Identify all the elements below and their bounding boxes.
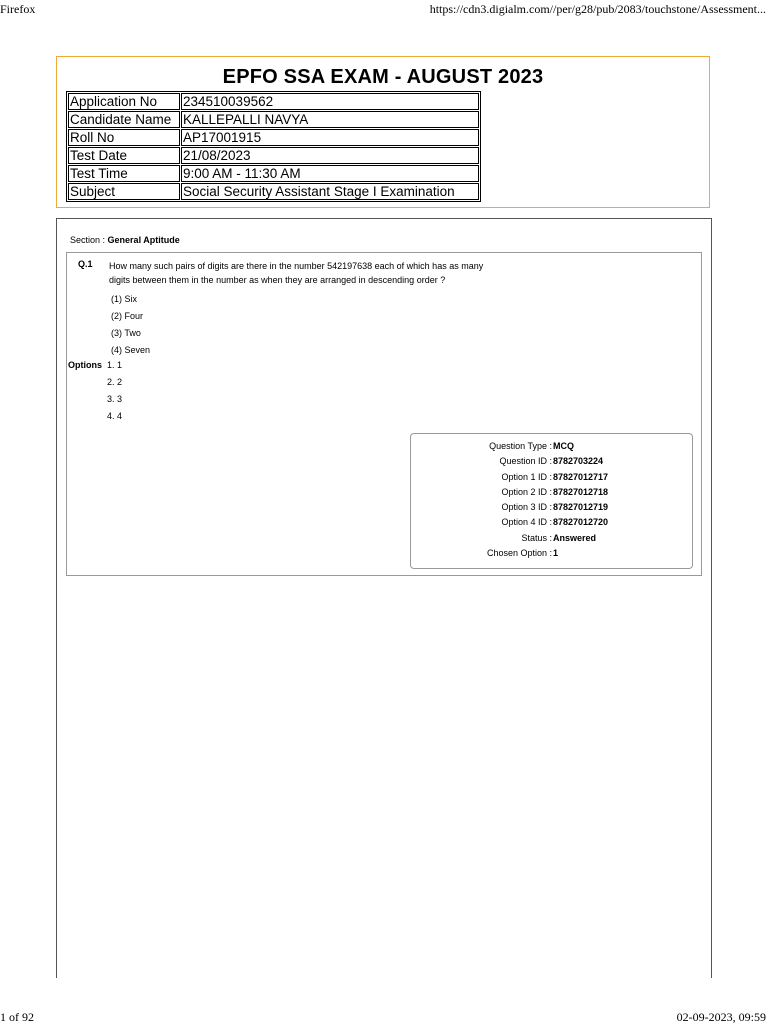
subject-value: Social Security Assistant Stage I Examination — [181, 183, 479, 200]
question-text-line: How many such pairs of digits are there in the number 542197638 each of which has as many — [109, 261, 484, 271]
application-no-label: Application No — [68, 93, 180, 110]
table-row — [68, 111, 479, 128]
choice-2: (2) Four — [111, 311, 144, 321]
table-row — [68, 183, 479, 200]
roll-no-value: AP17001915 — [181, 129, 479, 146]
table-row — [68, 165, 479, 182]
browser-name: Firefox — [0, 2, 36, 16]
test-date-label: Test Date — [68, 147, 180, 164]
info-value: 87827012719 — [553, 502, 609, 512]
option-1: 1. 1 — [107, 360, 123, 370]
info-label: Option 2 ID : — [501, 487, 552, 497]
option-4: 4. 4 — [107, 411, 123, 421]
subject-label: Subject — [68, 183, 180, 200]
section-name: General Aptitude — [107, 235, 180, 245]
info-value: MCQ — [553, 441, 574, 451]
question-text-line: digits between them in the number as when they are arranged in descending order ? — [109, 275, 446, 285]
option-3: 3. 3 — [107, 394, 123, 404]
info-label: Question ID : — [499, 456, 552, 466]
option-2: 2. 2 — [107, 377, 123, 387]
exam-header-box — [56, 56, 710, 208]
info-row-option-3-id — [410, 502, 693, 514]
info-label: Question Type : — [489, 441, 552, 451]
choice-4: (4) Seven — [111, 345, 151, 355]
test-time-label: Test Time — [68, 165, 180, 182]
table-row — [68, 93, 479, 110]
question-text — [109, 259, 529, 287]
section-label: Section : — [70, 235, 106, 245]
info-row-option-2-id — [410, 487, 693, 499]
roll-no-label: Roll No — [68, 129, 180, 146]
info-label: Chosen Option : — [486, 548, 552, 558]
options-label: Options — [68, 360, 102, 370]
content-left-divider — [56, 218, 57, 978]
table-row — [68, 147, 479, 164]
info-label: Option 1 ID : — [501, 472, 552, 482]
choice-1: (1) Six — [111, 294, 138, 304]
content-right-divider — [711, 218, 712, 978]
test-time-value: 9:00 AM - 11:30 AM — [181, 165, 479, 182]
info-row-status — [410, 533, 693, 545]
info-label: Option 3 ID : — [501, 502, 552, 512]
content-top-divider — [56, 218, 712, 219]
info-label: Status : — [521, 533, 552, 543]
info-row-question-type — [410, 441, 693, 453]
candidate-name-label: Candidate Name — [68, 111, 180, 128]
application-no-value: 234510039562 — [181, 93, 479, 110]
test-date-value: 21/08/2023 — [181, 147, 479, 164]
info-row-option-4-id — [410, 517, 693, 529]
page-counter: 1 of 92 — [0, 1010, 34, 1024]
info-row-chosen-option — [410, 548, 693, 560]
candidate-details-table — [66, 91, 481, 202]
info-value: Answered — [553, 533, 597, 543]
info-row-question-id — [410, 456, 693, 468]
info-value: 87827012718 — [553, 487, 609, 497]
exam-title: EPFO SSA EXAM - AUGUST 2023 — [222, 66, 544, 88]
info-value: 8782703224 — [553, 456, 604, 466]
info-label: Option 4 ID : — [501, 517, 552, 527]
candidate-name-value: KALLEPALLI NAVYA — [181, 111, 479, 128]
choice-3: (3) Two — [111, 328, 141, 338]
info-value: 1 — [553, 548, 559, 558]
print-datetime: 02-09-2023, 09:59 — [676, 1010, 766, 1024]
page-url[interactable]: https://cdn3.digialm.com//per/g28/pub/2083/touchstone/Assessment... — [429, 2, 766, 16]
section-heading — [70, 235, 180, 245]
info-value: 87827012720 — [553, 517, 609, 527]
table-row — [68, 129, 479, 146]
info-row-option-1-id — [410, 472, 693, 484]
info-value: 87827012717 — [553, 472, 609, 482]
question-number: Q.1 — [78, 259, 93, 269]
